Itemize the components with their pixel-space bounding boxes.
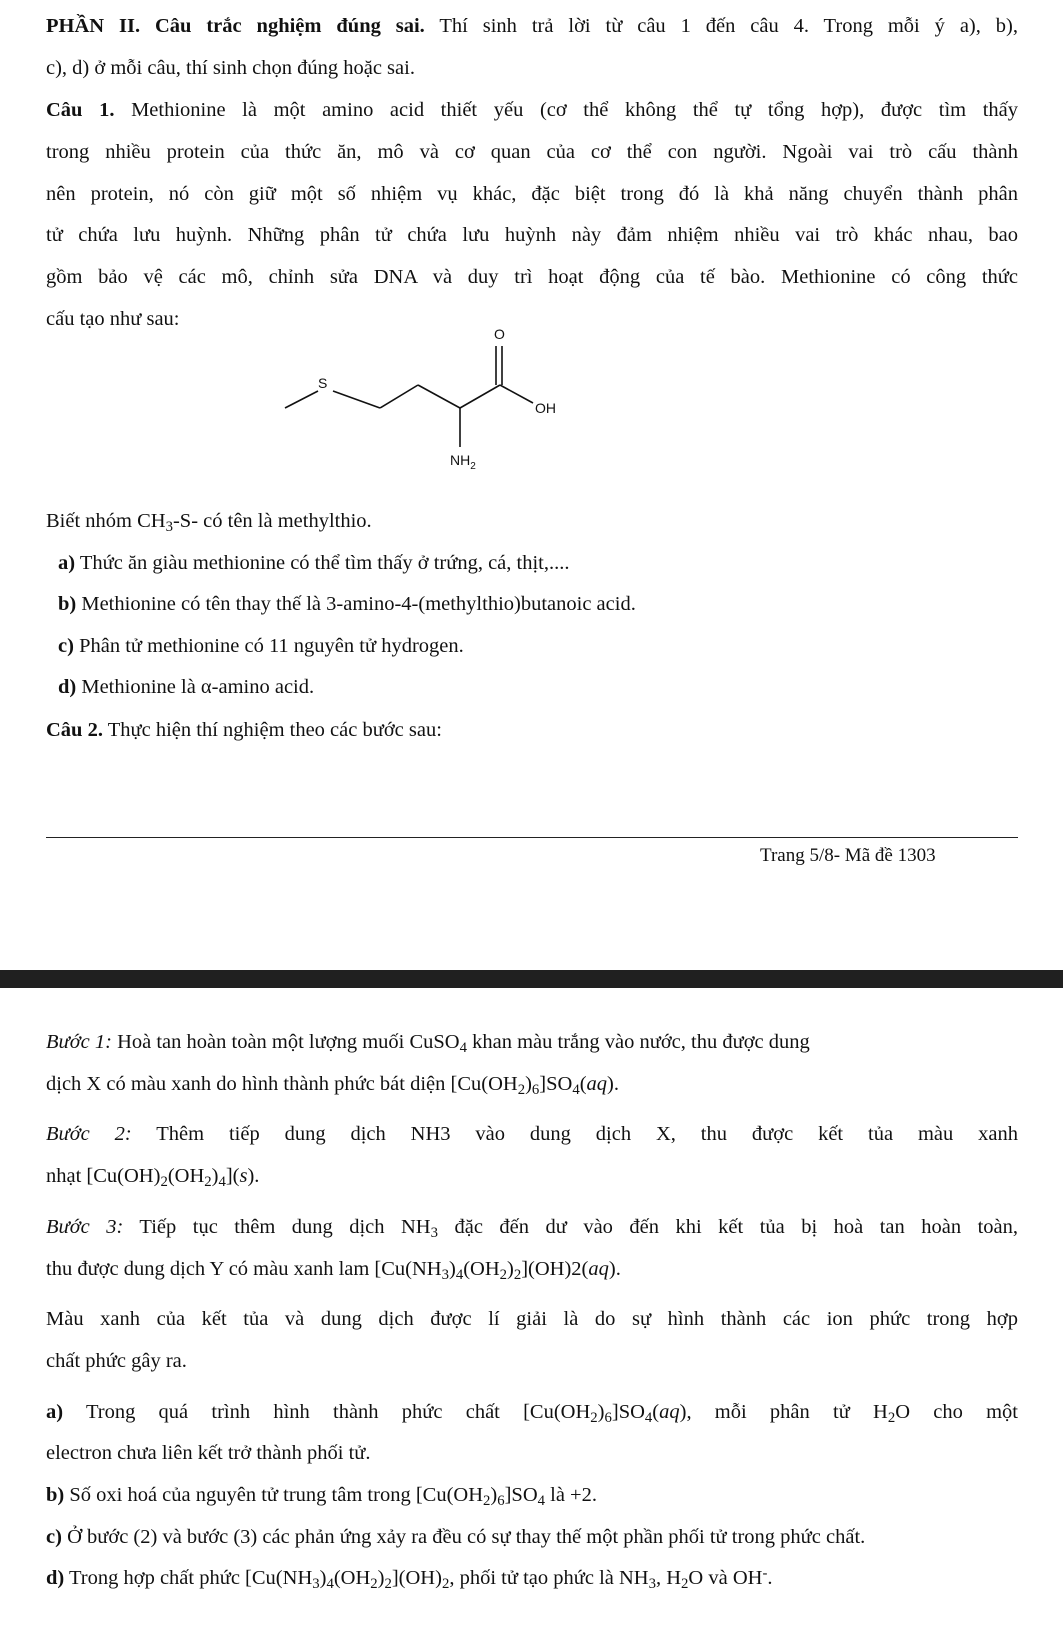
skeleton-bonds <box>285 346 533 447</box>
exam-page-bottom <box>0 988 1063 1644</box>
q1-note: Biết nhóm $CH_3-S-$ có tên là methylthio. <box>46 510 372 536</box>
page-break-bar <box>0 970 1063 988</box>
methionine-structure <box>270 325 630 505</box>
explain-line-2: chất phức gây ra. <box>46 1350 187 1372</box>
q2-option-a-line-2: electron chưa liên kết trở thành phối tử. <box>46 1442 371 1464</box>
footer-divider <box>46 837 1018 838</box>
q1-option-b[interactable]: b) Methionine có tên thay thế là 3-amino-4-(methylthio)butanoic acid. <box>58 593 636 615</box>
step1-line-1: Bước 1: Hoà tan hoàn toàn một lượng muối CuSO$_4$ khan màu trắng vào nước, thu được dung <box>46 1031 810 1057</box>
q1-option-c[interactable]: c) Phân tử methionine có 11 nguyên tử hydrogen. <box>58 635 464 657</box>
q1-line-2: trong nhiều protein của thức ăn, mô và cơ quan của cơ thể con người. Ngoài vai trò cấu thành <box>46 141 1018 163</box>
part-title: PHẦN II. Câu trắc nghiệm đúng sai. <box>46 15 425 37</box>
group-oh: OH <box>535 400 556 416</box>
q2-heading: Câu 2. Thực hiện thí nghiệm theo các bước sau: <box>46 719 442 741</box>
q1-option-d[interactable]: d) Methionine là α-amino acid. <box>58 676 315 698</box>
atom-o: O <box>494 326 505 342</box>
step3-line-2: thu được dung dịch Y có màu xanh lam $[Cu(NH_3)_4(OH_2)_2](OH)2(aq)$. <box>46 1258 621 1284</box>
q2-option-a[interactable]: a) Trong quá trình hình thành phức chất $[Cu(OH_2)_6]SO_4(aq)$, mỗi phân tử $H_2O$ cho một <box>46 1401 1018 1427</box>
q1-line-3: nên protein, nó còn giữ một số nhiệm vụ khác, đặc biệt trong đó là khả năng chuyển thành phân <box>46 183 1018 205</box>
q1-label: Câu 1. <box>46 99 115 121</box>
q1-option-a[interactable]: a) Thức ăn giàu methionine có thể tìm thấy ở trứng, cá, thịt,.... <box>58 552 570 574</box>
atom-s: S <box>318 375 328 391</box>
page-footer: Trang 5/8- Mã đề 1303 <box>760 845 936 866</box>
q1-line-5: gồm bảo vệ các mô, chỉnh sửa DNA và duy trì hoạt động của tế bào. Methionine có công thức <box>46 266 1018 288</box>
q1-line-4: tử chứa lưu huỳnh. Những phân tử chứa lưu huỳnh này đảm nhiệm nhiều vai trò khác nhau, bao <box>46 224 1018 246</box>
part-intro-2: c), d) ở mỗi câu, thí sinh chọn đúng hoặc sai. <box>46 57 415 79</box>
q1-line-1: Câu 1. Methionine là một amino acid thiết yếu (cơ thể không thể tự tổng hợp), được tìm thấy <box>46 99 1018 121</box>
q2-option-b[interactable]: b) Số oxi hoá của nguyên tử trung tâm trong $[Cu(OH_2)_6]SO_4$ là +2. <box>46 1484 597 1510</box>
step3-line-1: Bước 3: Tiếp tục thêm dung dịch $NH_3$ đặc đến dư vào đến khi kết tủa bị hoà tan hoàn toàn, <box>46 1216 1019 1242</box>
step1-line-2: dịch X có màu xanh do hình thành phức bát diện $[Cu(OH_2)_6]SO_4(aq)$. <box>46 1073 619 1099</box>
part-intro-1: Thí sinh trả lời từ câu 1 đến câu 4. Trong mỗi ý a), b), <box>439 15 1018 37</box>
q2-label: Câu 2. <box>46 719 103 741</box>
step2-line-1: Bước 2: Thêm tiếp dung dịch NH3 vào dung dịch X, thu được kết tủa màu xanh <box>46 1123 1018 1145</box>
group-nh2: $NH_2$ <box>450 452 476 472</box>
explain-line-1: Màu xanh của kết tủa và dung dịch được lí giải là do sự hình thành các ion phức trong hợp <box>46 1308 1018 1330</box>
step2-line-2: nhạt $[Cu(OH)_2(OH_2)_4](s)$. <box>46 1165 260 1191</box>
q2-option-d[interactable]: d) Trong hợp chất phức $[Cu(NH_3)_4(OH_2)_2](OH)_2$, phối tử tạo phức là $NH_3$, $H_2O$ và OH-. <box>46 1565 773 1593</box>
q1-line-6: cấu tạo như sau: <box>46 308 180 330</box>
part-heading-line <box>46 13 1018 39</box>
q2-option-c[interactable]: c) Ở bước (2) và bước (3) các phản ứng xảy ra đều có sự thay thế một phần phối tử trong phức chất. <box>46 1526 866 1548</box>
